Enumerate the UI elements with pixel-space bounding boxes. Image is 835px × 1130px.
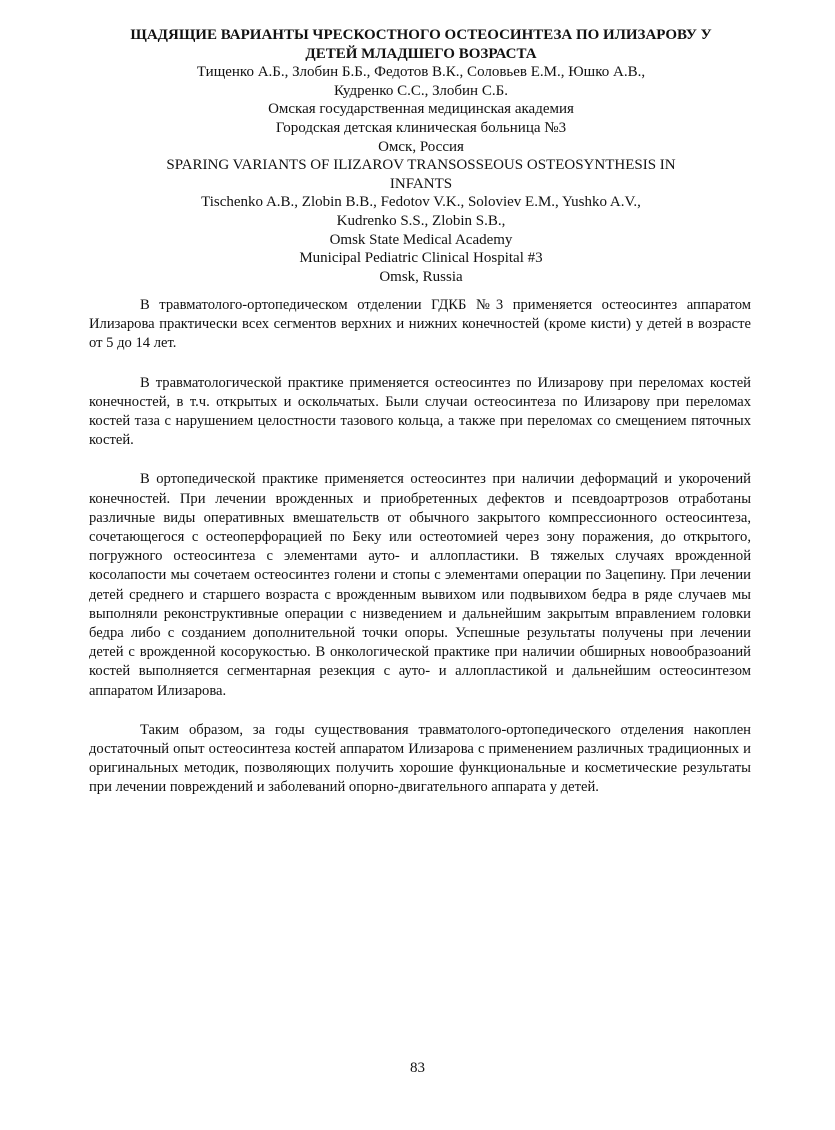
paragraph-4: Таким образом, за годы существования травматолого-ортопедического отделения накоплен достаточный опыт остеосинтеза костей аппаратом Илизарова с применением различных традиционных и оригинальных методик, позволяющих получить хорошие функциональные и косметические результаты при лечении повреждений и заболеваний опорно-двигательного аппарата у детей. [89,721,751,796]
title-en-line-2: INFANTS [389,175,453,192]
article-header [110,26,732,286]
title-ru-line-2: ДЕТЕЙ МЛАДШЕГО ВОЗРАСТА [305,45,537,62]
city-en: Omsk, Russia [379,268,463,285]
paragraph-2: В травматологической практике применяется остеосинтез по Илизарову при переломах костей конечностей, в т.ч. открытых и оскольчатых. Были случаи остеосинтеза по Илизарову при переломах костей таза с нарушением целостности тазового кольца, а также при переломах со смещением пяточных костей. [89,374,751,449]
authors-ru-line-2: Кудренко С.С., Злобин С.Б. [334,82,508,99]
affiliation-en-2: Municipal Pediatric Clinical Hospital #3 [299,250,543,267]
title-en-line-1: SPARING VARIANTS OF ILIZAROV TRANSOSSEOUS OSTEOSYNTHESIS IN [166,157,676,174]
authors-ru-line-1: Тищенко А.Б., Злобин Б.Б., Федотов В.К., Соловьев Е.М., Юшко А.В., [196,64,646,81]
authors-en-line-1: Tischenko A.B., Zlobin B.B., Fedotov V.K., Soloviev E.M., Yushko A.V., [201,194,641,211]
article-body [89,296,751,818]
page-number: 83 [410,1060,425,1076]
affiliation-ru-2: Городская детская клиническая больница №3 [275,119,567,136]
paragraph-3: В ортопедической практике применяется остеосинтез при наличии деформаций и укорочений конечностей. При лечении врожденных и приобретенных дефектов и псевдоартрозов отработаны различные виды оперативных вмешательств от обычного закрытого компрессионного остеосинтеза, сочетающегося с остеоперфорацией по Беку или остеотомией через зону поражения, до открытого, погружного остеосинтеза с элементами ауто- и аллопластики. В тяжелых случаях врожденной косолапости мы сочетаем остеосинтез голени и стопы с элементами операции по Зацепину. При лечении детей среднего и старшего возраста с врожденным вывихом или подвывихом бедра в ряде случаев мы выполняли реконструктивные операции с низведением и дальнейшим закрытым вправлением головки бедра либо с созданием дополнительной точки опоры. Успешные результаты получены при лечении детей с врожденной косорукостью. В онкологической практике при наличии обширных новообразоаний костей выполняется сегментарная резекция с ауто- и аллопластикой и дальнейшим остеосинтезом аппаратом Илизарова. [89,471,751,699]
city-ru: Омск, Россия [378,138,464,155]
affiliation-en-1: Omsk State Medical Academy [329,231,513,248]
authors-en-line-2: Kudrenko S.S., Zlobin S.B., [336,212,506,229]
paragraph-1: В травматолого-ортопедическом отделении ГДКБ №3 применяется остеосинтез аппаратом Илизарова практически всех сегментов верхних и нижних конечностей (кроме кисти) у детей в возрасте от 5 до 14 лет. [89,297,751,352]
affiliation-ru-1: Омская государственная медицинская академия [268,101,574,118]
title-ru-line-1: ЩАДЯЩИЕ ВАРИАНТЫ ЧРЕСКОСТНОГО ОСТЕОСИНТЕЗА ПО ИЛИЗАРОВУ У [130,27,712,43]
